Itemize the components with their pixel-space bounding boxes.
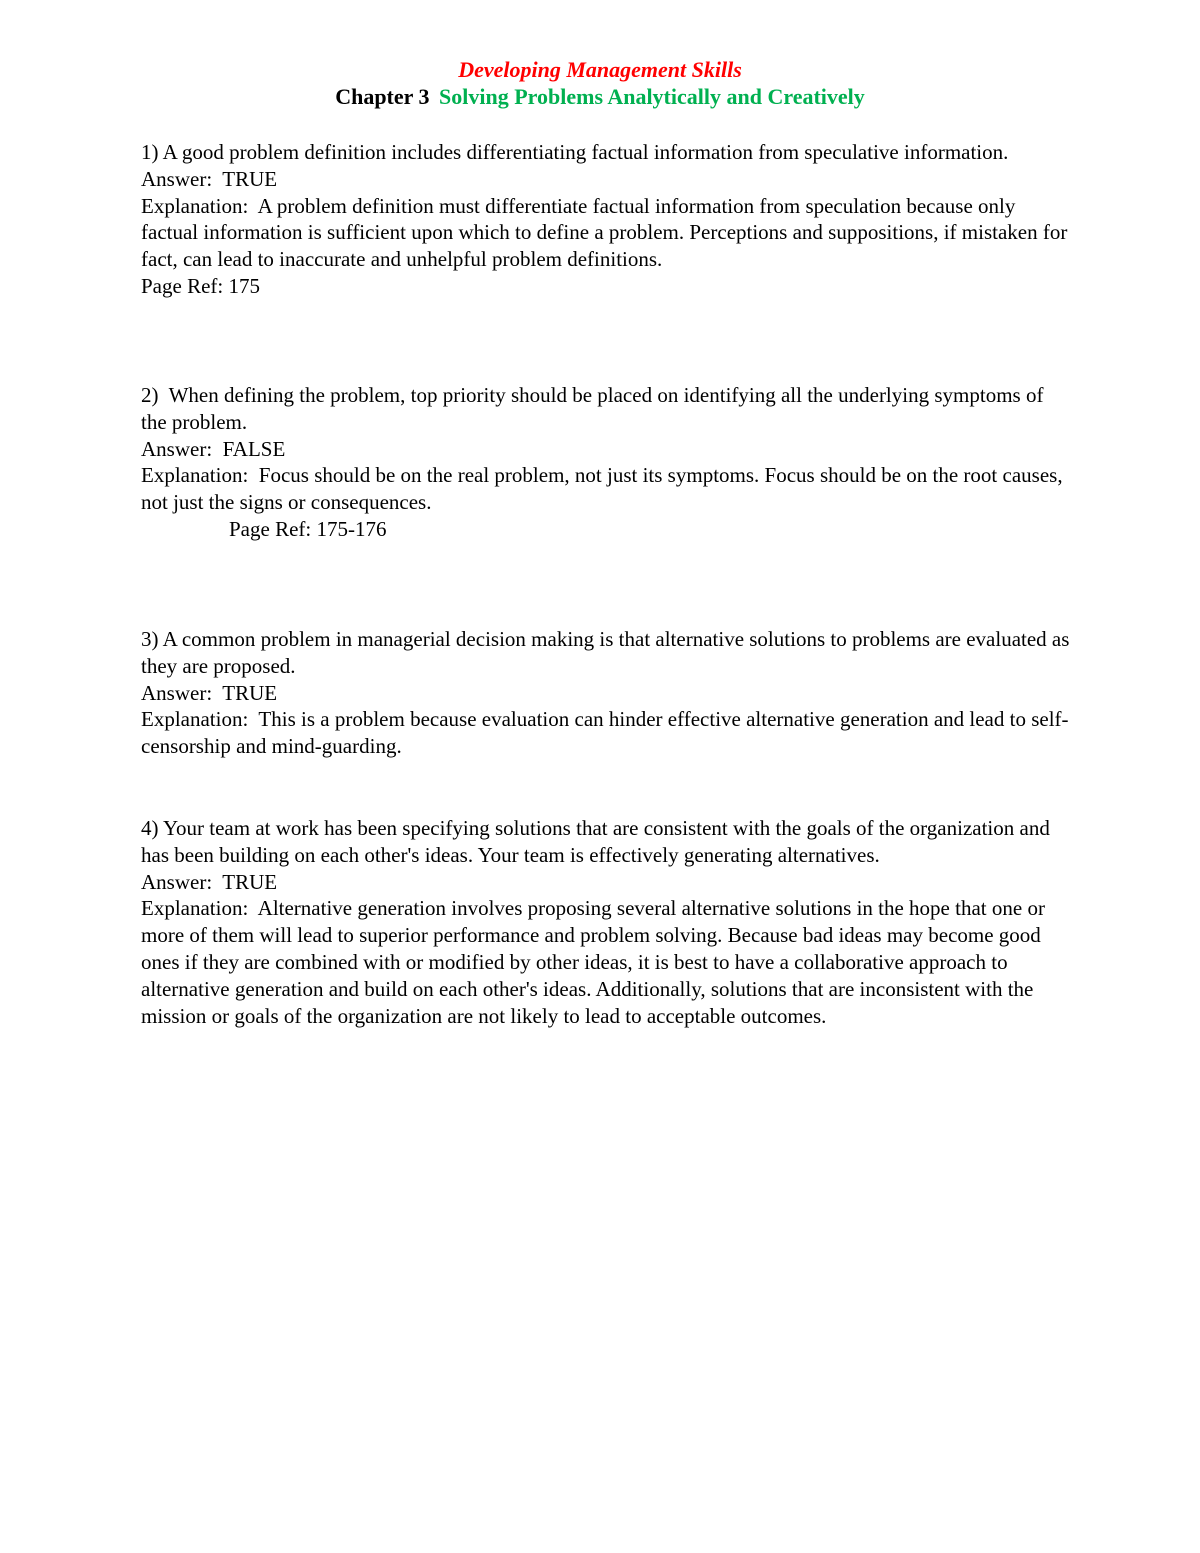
- page-ref: Page Ref: 175-176: [229, 516, 387, 541]
- answer-text: Answer: TRUE: [141, 680, 278, 705]
- question-block: [141, 382, 1071, 543]
- answer-text: Answer: TRUE: [141, 166, 278, 191]
- book-title: Developing Management Skills: [458, 57, 742, 82]
- answer-text: Answer: TRUE: [141, 869, 278, 894]
- question-text: 1) A good problem definition includes differentiating factual information from speculative information.: [141, 140, 1009, 164]
- explanation-text: Explanation: Alternative generation involves proposing several alternative solutions in the hope that one or more of them will lead to superior performance and problem solving. Because bad ideas may become good ones if they are combined with or modified by other ideas, it is best to have a collaborative approach to alternative generation and build on each other's ideas. Additionally, solutions that are inconsistent with the mission or goals of the organization are not likely to lead to acceptable outcomes.: [141, 896, 1051, 1028]
- explanation-text: Explanation: This is a problem because evaluation can hinder effective alternative generation and lead to self-censorship and mind-guarding.: [141, 707, 1069, 759]
- question-block: [141, 626, 1075, 760]
- question-text: 2) When defining the problem, top priority should be placed on identifying all the underlying symptoms of the problem.: [141, 383, 1049, 434]
- page-ref: Page Ref: 175: [141, 273, 260, 298]
- question-text: 3) A common problem in managerial decision making is that alternative solutions to problems are evaluated as they are proposed.: [141, 627, 1075, 678]
- chapter-label: Chapter 3: [335, 84, 430, 109]
- explanation-text: Explanation: A problem definition must differentiate factual information from speculation because only factual information is sufficient upon which to define a problem. Perceptions and suppositions, if mistaken for fact, can lead to inaccurate and unhelpful problem definitions.: [141, 193, 1073, 272]
- question-text: 4) Your team at work has been specifying solutions that are consistent with the goals of the organization and has been building on each other's ideas. Your team is effectively generating alternatives.: [141, 816, 1056, 867]
- chapter-title: Solving Problems Analytically and Creatively: [439, 84, 865, 109]
- chapter-heading: [0, 84, 1200, 110]
- question-block: [141, 815, 1071, 1029]
- answer-text: Answer: FALSE: [141, 436, 286, 461]
- question-block: [141, 139, 1071, 300]
- explanation-text: Explanation: Focus should be on the real problem, not just its symptoms. Focus should be on the root causes, not just the signs or consequences.: [141, 463, 1068, 515]
